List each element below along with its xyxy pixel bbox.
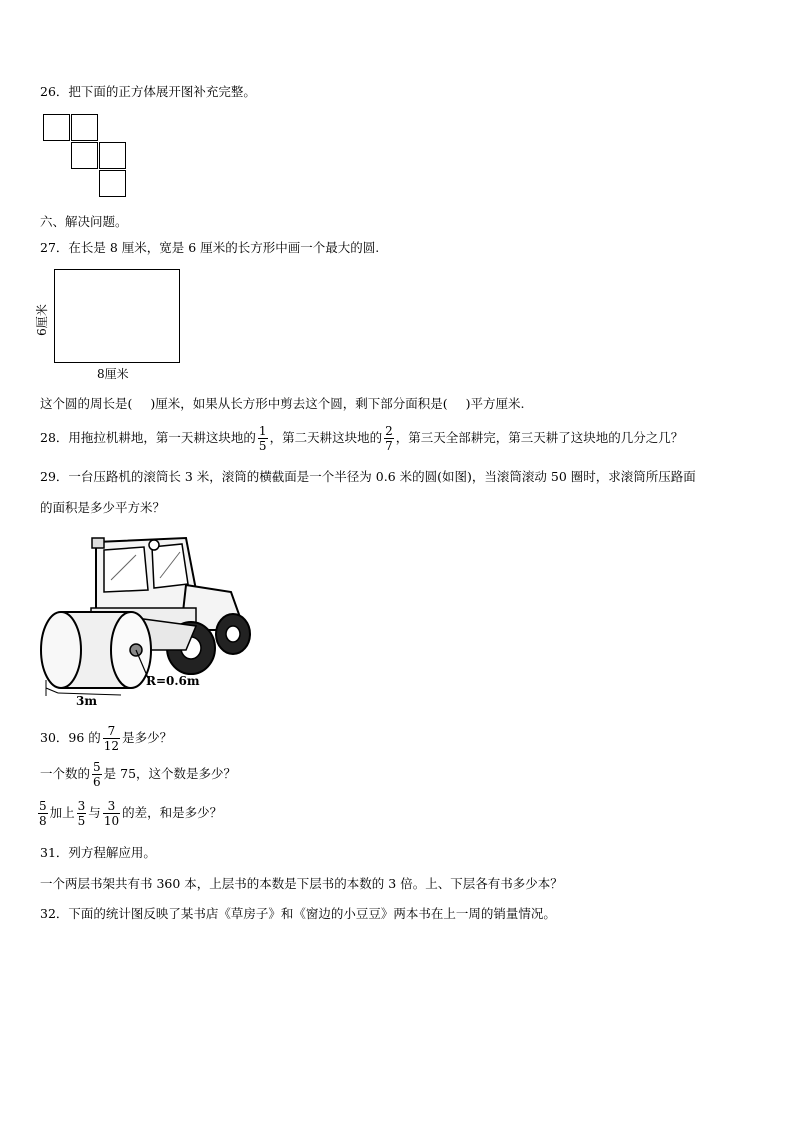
fraction: $\frac{5}{8}$ [39,799,47,828]
q27-text: 27．在长是 8 厘米，宽是 6 厘米的长方形中画一个最大的圆. [40,240,380,255]
fraction: $\frac{2}{7}$ [385,424,393,453]
q32-text: 32．下面的统计图反映了某书店《草房子》和《窗边的小豆豆》两本书在上一周的销量情况。 [40,906,556,921]
fraction: $\frac{3}{5}$ [77,799,86,828]
fraction: $\frac{7}{12}$ [103,724,120,753]
q27-answer-b: )厘米，如果从长方形中剪去这个圆，剩下部分面积是( [150,396,448,411]
q28-b: ，第二天耕这块地的 [269,430,383,445]
q26-text: 26．把下面的正方体展开图补充完整。 [40,84,256,99]
q29-line1: 29．一台压路机的滚筒长 3 米，滚筒的横截面是一个半径为 0.6 米的圆(如图)，当滚筒滚动 50 圈时，求滚筒所压路面 [40,469,696,484]
cube-net-figure [43,114,133,204]
q30-line1 [40,722,172,754]
q31-text: 一个两层书架共有书 360 本，上层书的本数是下层书的本数的 3 倍。上、下层各有书多少本？ [40,876,563,891]
q27-answer-a: 这个圆的周长是( [40,396,133,411]
q28-line [40,422,683,454]
q27-answer-line [40,396,525,412]
net-square [99,142,126,169]
radius-label: R=0.6m [146,674,200,688]
q30-a2: 是多少？ [122,730,173,745]
q31-title: 31．列方程解应用。 [40,845,156,860]
q30-b1: 一个数的 [40,766,91,781]
q30-line2 [40,758,236,790]
section-title: 六、解决问题。 [40,214,128,229]
q30-a1: 30．96 的 [40,730,101,745]
q30-line3 [36,796,222,830]
fraction: $\frac{5}{6}$ [93,760,101,789]
drum-length-label: 3m [76,694,98,708]
q28-c: ，第三天全部耕完，第三天耕了这块地的几分之几？ [395,430,684,445]
net-square [99,170,126,197]
q30-b2: 是 75，这个数是多少？ [103,766,237,781]
width-label: 6厘米 [34,304,49,336]
fraction: $\frac{1}{5}$ [258,424,267,453]
q30-c1: 加上 [49,805,75,820]
q30-c2: 与 [88,805,101,820]
net-square [43,114,70,141]
net-square [71,114,98,141]
length-label: 8厘米 [97,367,129,381]
fraction: $\frac{3}{10}$ [103,799,120,828]
net-square [71,142,98,169]
q28-a: 28．用拖拉机耕地，第一天耕这块地的 [40,430,256,445]
q29-line2: 的面积是多少平方米？ [40,500,166,515]
q30-c3: 的差，和是多少？ [122,805,223,820]
q27-answer-c: )平方厘米. [465,396,525,411]
rectangle-figure [54,269,180,363]
